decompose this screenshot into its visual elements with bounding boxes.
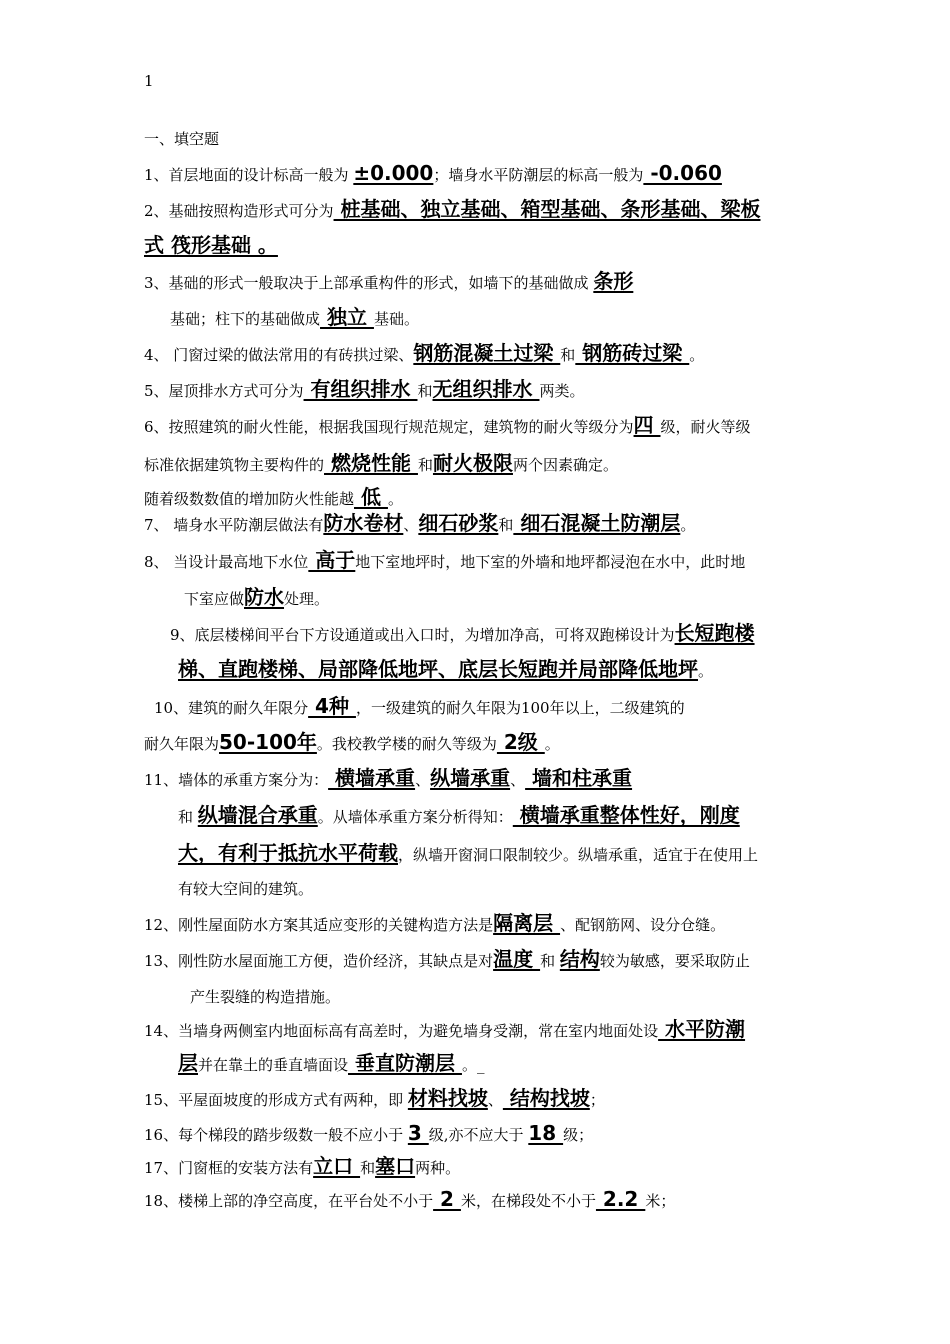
question-15: 15、平屋面坡度的形成方式有两种，即 材料找坡、 结构找坡； <box>144 1086 605 1110</box>
question-2: 2、基础按照构造形式可分为 桩基础、独立基础、箱型基础、条形基础、梁板 <box>144 197 761 221</box>
answer-8a: 高于 <box>308 548 356 572</box>
answer-15b: 结构找坡 <box>502 1086 590 1110</box>
question-11-cont3: 有较大空间的建筑。 <box>178 880 314 898</box>
question-9-cont: 梯、直跑楼梯、局部降低地坪、底层长短跑并局部降低地坪。 <box>178 657 714 681</box>
answer-16a: 3 <box>407 1121 429 1145</box>
answer-18b: 2.2 <box>595 1187 646 1211</box>
answer-4b: 钢筋砖过梁 <box>575 341 690 365</box>
question-4: 4、 门窗过梁的做法常用的有砖拱过梁、钢筋混凝土过梁 和 钢筋砖过梁 。 <box>144 341 705 365</box>
answer-4a: 钢筋混凝土过梁 <box>413 341 561 365</box>
answer-11b: 纵墙承重 <box>430 766 511 790</box>
question-5: 5、屋顶排水方式可分为 有组织排水 和无组织排水 两类。 <box>144 377 585 401</box>
question-13-cont: 产生裂缝的构造措施。 <box>190 988 341 1006</box>
question-2-cont <box>144 234 278 258</box>
answer-1b: -0.060 <box>643 161 722 185</box>
answer-11e: 横墙承重整体性好，刚度 <box>512 803 740 827</box>
answer-7c: 细石混凝土防潮层 <box>513 511 681 535</box>
answer-13b: 结构 <box>559 947 600 971</box>
answer-10b: 50-100年 <box>219 730 317 754</box>
answer-13a: 温度 <box>493 947 541 971</box>
answer-11d: 纵墙混合承重 <box>197 803 318 827</box>
question-11: 11、墙体的承重方案分为： 横墙承重、纵墙承重、 墙和柱承重 <box>144 766 633 790</box>
question-18: 18、楼梯上部的净空高度，在平台处不小于 2 米，在梯段处不小于 2.2 米； <box>144 1187 676 1211</box>
answer-6d: 低 <box>354 485 388 509</box>
answer-9a: 长短跑楼 <box>674 621 755 645</box>
answer-1a: ±0.000 <box>353 161 434 185</box>
answer-7b: 细石砂浆 <box>418 511 499 535</box>
answer-17a: 立口 <box>313 1154 361 1178</box>
answer-5b: 无组织排水 <box>432 377 540 401</box>
question-11-cont2: 大，有利于抵抗水平荷载，纵墙开窗洞口限制较少。纵墙承重，适宜于在使用上 <box>178 841 759 865</box>
answer-8b: 防水 <box>244 585 285 609</box>
question-10-cont: 耐久年限为50-100年。我校教学楼的耐久等级为 2级 。 <box>144 730 560 754</box>
question-3: 3、基础的形式一般取决于上部承重构件的形式，如墙下的基础做成 条形 <box>144 269 634 293</box>
question-3-cont: 基础；柱下的基础做成 独立 基础。 <box>170 305 419 329</box>
answer-2-cont: 式 筏形基础 。 <box>144 233 278 257</box>
question-10: 10、建筑的耐久年限分 4种 ，一级建筑的耐久年限为100年以上，二级建筑的 <box>154 694 685 718</box>
question-11-cont: 和 纵墙混合承重。从墙体承重方案分析得知： 横墙承重整体性好，刚度 <box>178 803 740 827</box>
question-7: 7、 墙身水平防潮层做法有防水卷材、细石砂浆和 细石混凝土防潮层。 <box>144 511 696 535</box>
answer-10c: 2级 <box>496 730 545 754</box>
answer-6b: 燃烧性能 <box>324 451 418 475</box>
answer-3b: 独立 <box>320 305 374 329</box>
answer-15a: 材料找坡 <box>407 1086 488 1110</box>
answer-11a: 横墙承重 <box>328 766 416 790</box>
question-6-cont2: 随着级数数值的增加防火性能越 低 。 <box>144 485 403 509</box>
question-8: 8、 当设计最高地下水位 高于地下室地坪时，地下室的外墙和地坪都浸泡在水中，此时地 <box>144 548 746 572</box>
question-1: 1、首层地面的设计标高一般为 ±0.000；墙身水平防潮层的标高一般为 -0.060 <box>144 161 722 185</box>
answer-16b: 18 <box>528 1121 564 1145</box>
section-title: 一、填空题 <box>144 130 220 148</box>
answer-10a: 4种 <box>308 694 356 718</box>
answer-7a: 防水卷材 <box>323 511 404 535</box>
answer-14b: 垂直防潮层 <box>348 1051 462 1075</box>
answer-9b: 梯、直跑楼梯、局部降低地坪、底层长短跑并局部降低地坪 <box>178 657 698 681</box>
answer-14a: 水平防潮 <box>658 1017 746 1041</box>
answer-6a: 四 <box>633 413 661 437</box>
answer-6c: 耐火极限 <box>432 451 513 475</box>
question-8-cont: 下室应做防水处理。 <box>184 585 330 609</box>
answer-18a: 2 <box>433 1187 461 1211</box>
page-number: 1 <box>144 72 154 90</box>
question-14-cont: 层并在靠土的垂直墙面设 垂直防潮层 。_ <box>178 1051 485 1075</box>
question-14: 14、当墙身两侧室内地面标高有高差时，为避免墙身受潮，常在室内地面处设 水平防潮 <box>144 1017 746 1041</box>
question-17: 17、门窗框的安装方法有立口 和塞口两种。 <box>144 1154 461 1178</box>
question-6: 6、按照建筑的耐火性能，根据我国现行规范规定，建筑物的耐火等级分为四 级，耐火等级 <box>144 413 751 437</box>
answer-2: 桩基础、独立基础、箱型基础、条形基础、梁板 <box>333 197 761 221</box>
answer-11f: 大，有利于抵抗水平荷载 <box>178 841 398 865</box>
answer-17b: 塞口 <box>375 1154 416 1178</box>
answer-3a: 条形 <box>593 269 634 293</box>
question-6-cont: 标准依据建筑物主要构件的 燃烧性能 和耐火极限两个因素确定。 <box>144 451 618 475</box>
question-13: 13、刚性防水屋面施工方便，造价经济，其缺点是对温度 和 结构较为敏感，要采取防止 <box>144 947 750 971</box>
question-16: 16、每个梯段的踏步级数一般不应小于 3 级,亦不应大于 18 级； <box>144 1121 594 1145</box>
answer-5a: 有组织排水 <box>303 377 418 401</box>
answer-11c: 墙和柱承重 <box>525 766 633 790</box>
question-12: 12、刚性屋面防水方案其适应变形的关键构造方法是隔离层 、配钢筋网、设分仓缝。 <box>144 911 726 935</box>
question-9: 9、底层楼梯间平台下方设通道或出入口时，为增加净高，可将双跑梯设计为长短跑楼 <box>170 621 755 645</box>
answer-12: 隔离层 <box>493 911 561 935</box>
answer-14a-cont: 层 <box>178 1051 198 1075</box>
